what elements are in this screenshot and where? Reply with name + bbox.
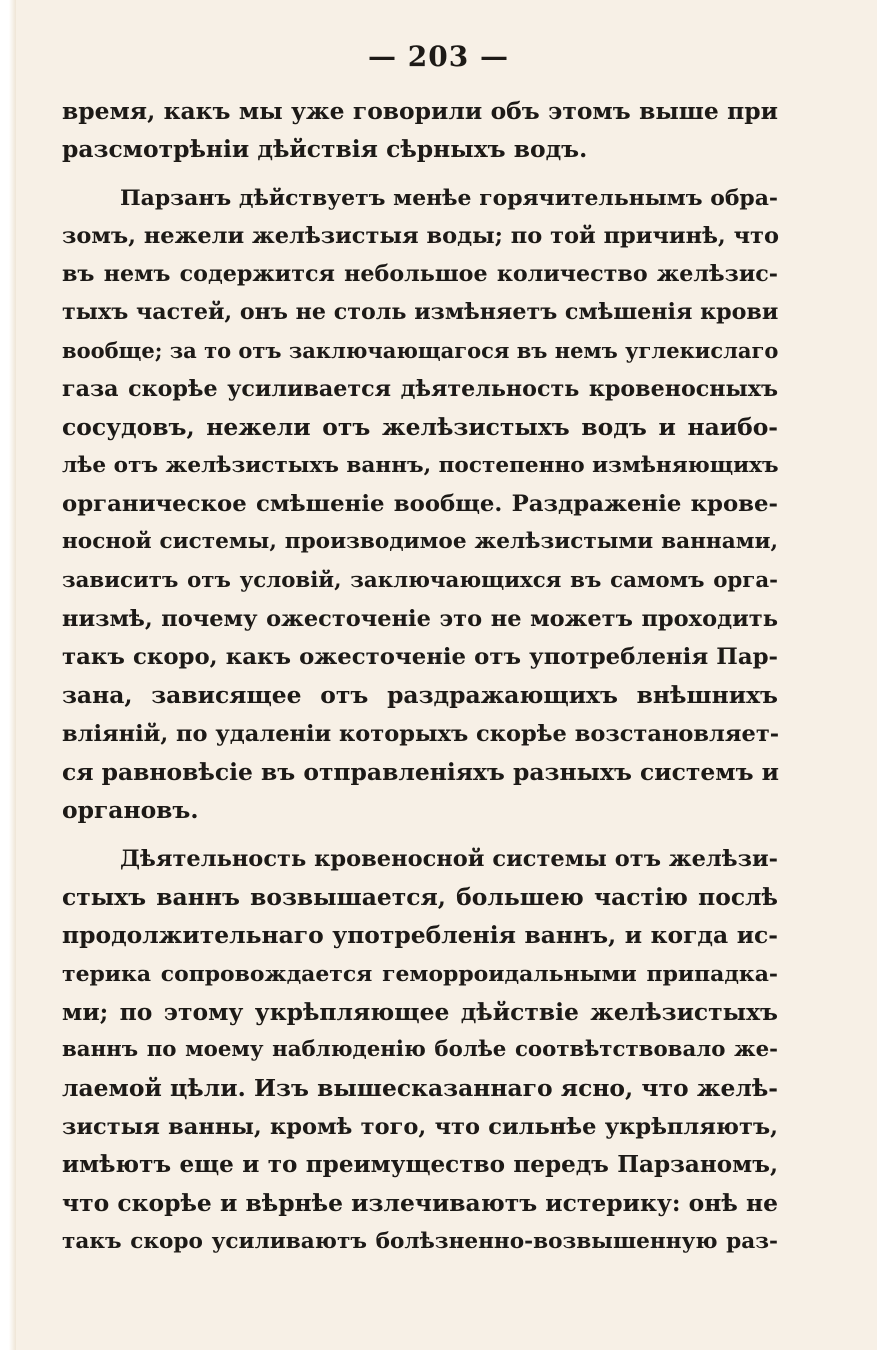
body-text bbox=[62, 92, 778, 1261]
text-line: такъ скоро, какъ ожесточеніе отъ употребленія Пар- bbox=[62, 644, 778, 671]
text-line: сосудовъ, нежели отъ желѣзистыхъ водъ и наибо- bbox=[62, 413, 778, 442]
text-line: органовъ. bbox=[62, 796, 199, 825]
text-line: зистыя ванны, кромѣ того, что сильнѣе укрѣпляютъ, bbox=[62, 1113, 778, 1140]
text-line: ваннъ по моему наблюденію болѣе соотвѣтствовало же- bbox=[62, 1037, 778, 1063]
paragraph-gap bbox=[62, 169, 778, 179]
text-line: ся равновѣсіе въ отправленіяхъ разныхъ системъ и bbox=[62, 758, 780, 787]
text-line: лѣе отъ желѣзистыхъ ваннъ, постепенно измѣняющихъ bbox=[62, 452, 779, 478]
text-line: стыхъ ваннъ возвышается, большею частію послѣ bbox=[62, 882, 778, 911]
text-line: зана, зависящее отъ раздражающихъ внѣшнихъ bbox=[62, 681, 778, 710]
text-line: вообще; за то отъ заключающагося въ немъ углекислаго bbox=[62, 337, 779, 363]
text-line: зависитъ отъ условій, заключающихся въ самомъ орга- bbox=[62, 567, 778, 593]
text-line: продолжительнаго употребленія ваннъ, и когда ис- bbox=[62, 921, 778, 950]
text-line: въ немъ содержится небольшое количество желѣзис- bbox=[62, 261, 778, 288]
text-line: зомъ, нежели желѣзистыя воды; по той причинѣ, что bbox=[62, 222, 779, 249]
text-line: терика сопровождается геморроидальными припадка- bbox=[62, 960, 778, 987]
text-line: разсмотрѣніи дѣйствія сѣрныхъ водъ. bbox=[62, 135, 588, 164]
text-line: Дѣятельность кровеносной системы отъ желѣзи- bbox=[120, 845, 778, 872]
text-line: низмѣ, почему ожесточеніе это не можетъ проходить bbox=[62, 605, 778, 632]
page-number: — 203 — bbox=[368, 40, 509, 73]
text-line: тыхъ частей, онъ не столь измѣняетъ смѣшенія крови bbox=[62, 299, 779, 326]
text-line: время, какъ мы уже говорили объ этомъ выше при bbox=[62, 97, 778, 125]
text-line: вліяній, по удаленіи которыхъ скорѣе возстановляет- bbox=[62, 720, 780, 747]
text-line: Парзанъ дѣйствуетъ менѣе горячительнымъ обра- bbox=[120, 184, 778, 211]
text-line: ми; по этому укрѣпляющее дѣйствіе желѣзистыхъ bbox=[62, 997, 778, 1026]
text-line: газа скорѣе усиливается дѣятельность кровеносныхъ bbox=[62, 376, 778, 403]
text-line: носной системы, производимое желѣзистыми ваннами, bbox=[62, 529, 778, 555]
paragraph-gap bbox=[62, 830, 778, 840]
text-line: такъ скоро усиливаютъ болѣзненно-возвышенную раз- bbox=[62, 1228, 778, 1254]
text-line: имѣютъ еще и то преимущество передъ Парзаномъ, bbox=[62, 1151, 778, 1179]
text-line: лаемой цѣли. Изъ вышесказаннаго ясно, что желѣ- bbox=[62, 1074, 778, 1103]
scan-margin bbox=[0, 0, 16, 1350]
text-line: что скорѣе и вѣрнѣе излечиваютъ истерику: онѣ не bbox=[62, 1189, 778, 1218]
text-line: органическое смѣшеніе вообще. Раздраженіе крове- bbox=[62, 490, 778, 517]
